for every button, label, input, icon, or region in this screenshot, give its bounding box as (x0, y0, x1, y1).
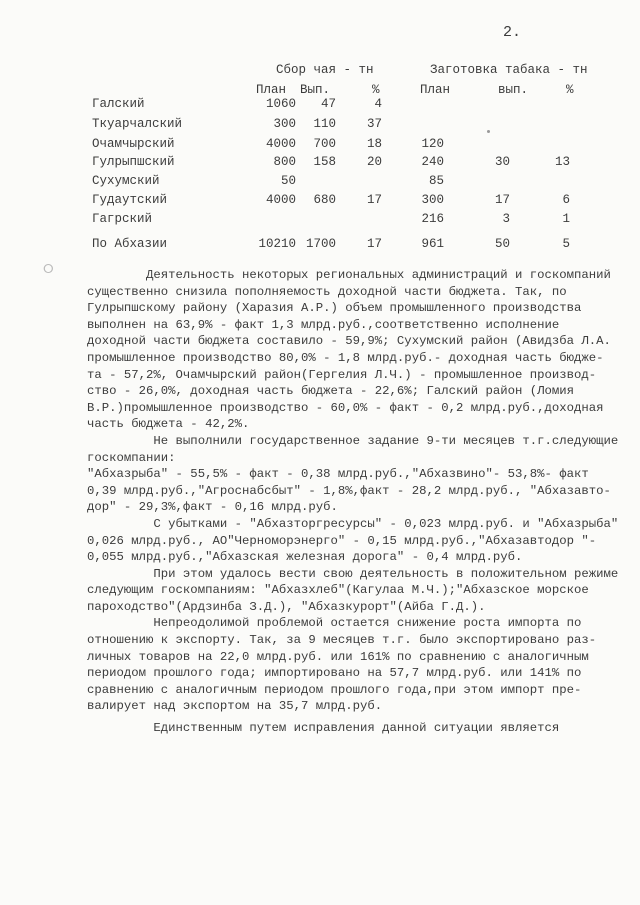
text-line: следующим госкомпаниям: "Абхазхлеб"(Кагулаа М.Ч.);"Абхазское морское (87, 583, 589, 598)
tea-fact-cell: 1700 (305, 237, 336, 251)
tea-pct-cell: 37 (366, 117, 382, 131)
text-line: В.Р.)промышленное производство - 60,0% - факт - 0,2 млрд.руб.,доходная (87, 400, 604, 415)
district-name: Сухумский (92, 174, 160, 188)
district-name: По Абхазии (92, 237, 168, 251)
text-line: периодом прошлого года; импортировано на 57,7 млрд.руб. или 141% по (87, 666, 582, 681)
text-line: валирует над экспортом на 35,7 млрд.руб. (87, 699, 383, 714)
text-line: доходной части бюджета составило - 59,9%; Сухумский район (Авидзба Л.А. (87, 334, 611, 349)
smudge-mark (487, 130, 490, 133)
text-line: личных товаров на 22,0 млрд.руб. или 161% по сравнению с аналогичным (87, 649, 589, 664)
text-line: С убытками - "Абхазторгресурсы" - 0,023 млрд.руб. и "Абхазрыба" (87, 516, 619, 531)
table-row (0, 97, 640, 115)
tobacco-plan-cell: 216 (421, 212, 444, 226)
tobacco-plan-cell: 240 (421, 155, 444, 169)
tobacco-fact-cell: 50 (494, 237, 510, 251)
district-name: Очамчырский (92, 137, 175, 151)
text-line: ство - 26,0%, доходная часть бюджета - 22,6%; Галский район (Ломия (87, 384, 575, 399)
tea-plan-cell: 300 (273, 117, 296, 131)
tea-fact-cell: 700 (313, 137, 336, 151)
text-line: При этом удалось вести свою деятельность в положительном режиме (87, 566, 619, 581)
tea-group-header: Сбор чая - тн (276, 63, 374, 77)
text-line: Гулрыпшскому району (Харазия А.Р.) объем промышленного производства (87, 301, 582, 316)
text-line: дор" - 29,3%,факт - 0,16 млрд.руб. (87, 500, 338, 515)
tobacco-pct-cell: 6 (562, 193, 570, 207)
tobacco-fact-cell: 30 (494, 155, 510, 169)
text-line: пароходство"(Ардзинба З.Д.), "Абхазкурорт"(Айба Г.Д.). (87, 599, 486, 614)
table-row (0, 212, 640, 230)
table-row (0, 117, 640, 135)
text-line: Непреодолимой проблемой остается снижение роста импорта по (87, 616, 582, 631)
tea-plan-cell: 4000 (265, 193, 296, 207)
tea-plan-cell: 50 (280, 174, 296, 188)
tobacco-plan-cell: 85 (428, 174, 444, 188)
tobacco-plan-cell: 120 (421, 137, 444, 151)
text-line: "Абхазрыба" - 55,5% - факт - 0,38 млрд.руб.,"Абхазвино"- 53,8%- факт (87, 467, 589, 482)
tea-plan-header: План (256, 83, 287, 97)
tobacco-group-header: Заготовка табака - тн (430, 63, 588, 77)
text-line: сравнению с аналогичным периодом прошлого года,при этом импорт пре- (87, 682, 582, 697)
district-name: Ткуарчалский (92, 117, 183, 131)
page-number: 2. (503, 24, 522, 41)
district-name: Галский (92, 97, 145, 111)
tobacco-plan-header: План (420, 83, 451, 97)
tea-fact-header: Вып. (300, 83, 331, 97)
tobacco-fact-header: вып. (498, 83, 529, 97)
body-text (87, 267, 637, 737)
text-line: Единственным путем исправления данной ситуации является (87, 721, 560, 736)
table-row (0, 193, 640, 211)
tea-fact-cell: 47 (320, 97, 336, 111)
tea-fact-cell: 680 (313, 193, 336, 207)
tobacco-pct-header: % (566, 83, 574, 97)
table-row (0, 237, 640, 255)
text-line: отношению к экспорту. Так, за 9 месяцев т.г. было экспортировано раз- (87, 633, 597, 648)
tea-plan-cell: 10210 (258, 237, 296, 251)
tea-plan-cell: 800 (273, 155, 296, 169)
text-line: часть бюджета - 42,2%. (87, 417, 250, 432)
table-row (0, 137, 640, 155)
tobacco-pct-cell: 1 (562, 212, 570, 226)
district-name: Гудаутский (92, 193, 168, 207)
text-line: та - 57,2%, Очамчырский район(Гергелия Л.Ч.) - промышленное производ- (87, 367, 597, 382)
text-line: 0,055 млрд.руб.,"Абхазская железная дорога" - 0,4 млрд.руб. (87, 550, 523, 565)
tea-pct-cell: 4 (374, 97, 382, 111)
text-line: 0,39 млрд.руб.,"Агроснабсбыт" - 1,8%,факт - 28,2 млрд.руб., "Абхазавто- (87, 483, 611, 498)
text-line: госкомпании: (87, 450, 176, 465)
tea-pct-cell: 17 (366, 193, 382, 207)
text-line: промышленное производство 80,0% - 1,8 млрд.руб.- доходная часть бюдже- (87, 350, 604, 365)
table-row (0, 174, 640, 192)
district-name: Гулрыпшский (92, 155, 175, 169)
tea-pct-cell: 20 (366, 155, 382, 169)
tea-pct-cell: 17 (366, 237, 382, 251)
margin-mark: ⵔ (43, 263, 54, 277)
table-row (0, 155, 640, 173)
tobacco-fact-cell: 3 (502, 212, 510, 226)
tobacco-fact-cell: 17 (494, 193, 510, 207)
text-line: выполнен на 63,9% - факт 1,3 млрд.руб.,соответственно исполнение (87, 317, 560, 332)
text-line: Не выполнили государственное задание 9-ти месяцев т.г.следующие (87, 433, 619, 448)
tea-plan-cell: 1060 (265, 97, 296, 111)
tea-plan-cell: 4000 (265, 137, 296, 151)
tea-fact-cell: 110 (313, 117, 336, 131)
text-line: Деятельность некоторых региональных администраций и госкомпаний (87, 268, 611, 282)
district-name: Гагрский (92, 212, 153, 226)
tea-pct-cell: 18 (366, 137, 382, 151)
tobacco-pct-cell: 13 (554, 155, 570, 169)
tobacco-pct-cell: 5 (562, 237, 570, 251)
tobacco-plan-cell: 961 (421, 237, 444, 251)
tobacco-plan-cell: 300 (421, 193, 444, 207)
tea-pct-header: % (372, 83, 380, 97)
text-line: 0,026 млрд.руб., АО"Черноморэнерго" - 0,15 млрд.руб.,"Абхазавтодор "- (87, 533, 597, 548)
tea-fact-cell: 158 (313, 155, 336, 169)
text-line: существенно снизила пополняемость доходной части бюджета. Так, по (87, 284, 567, 299)
